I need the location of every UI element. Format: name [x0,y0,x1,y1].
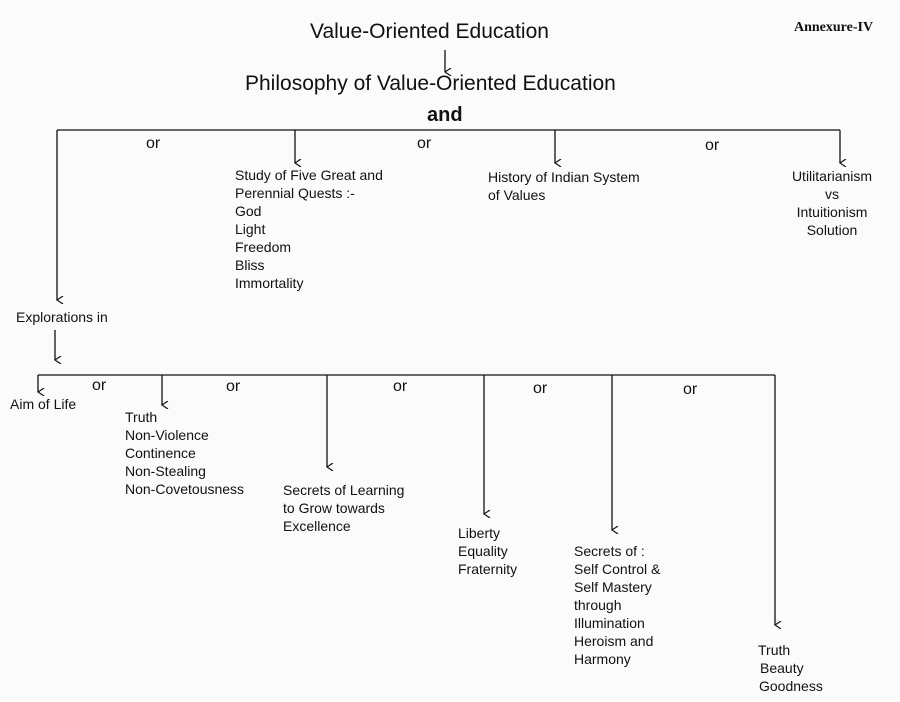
node-line: Freedom [235,239,292,255]
aim-of-life-node: Aim of Life [10,396,77,412]
node-line: Goodness [759,678,823,694]
or-label: or [533,380,548,397]
node-line: Heroism and [574,633,654,649]
node-line: Self Mastery [574,579,652,595]
node-line: Continence [125,445,196,461]
node-line: Excellence [283,518,351,534]
node-line: Harmony [574,651,631,667]
annexure-label: Annexure-IV [794,20,874,35]
or-label: or [146,135,161,152]
or-label: or [226,378,241,395]
or-label: or [393,378,408,395]
node-line: Bliss [235,257,265,273]
page-title: Value-Oriented Education [310,20,549,43]
vows-node [125,408,244,498]
node-line: of Values [488,187,546,203]
node-line: Fraternity [458,561,518,577]
node-line: Liberty [458,525,501,541]
node-line: Equality [458,543,508,559]
node-line: Non-Violence [125,427,209,443]
node-line: Perennial Quests :- [235,185,355,201]
node-line: Study of Five Great and [235,167,383,183]
or-label: or [417,135,432,152]
study-quests-node [235,166,383,292]
node-line: Self Control & [574,561,661,577]
or-label: or [92,377,107,394]
node-line: Secrets of : [574,543,645,559]
and-connector: and [427,104,463,126]
self-mastery-node [574,542,660,668]
node-line: Secrets of Learning [283,482,405,498]
node-line: through [574,597,622,613]
explorations-node: Explorations in [16,309,108,325]
page-subtitle: Philosophy of Value-Oriented Education [245,72,616,95]
node-line: vs [825,186,839,202]
node-line: Truth [125,409,158,425]
node-line: Beauty [760,660,804,676]
history-node [488,168,640,204]
learning-node [283,481,404,535]
node-line: Illumination [574,615,645,631]
or-label: or [683,381,698,398]
node-line: Immortality [235,275,304,291]
truth-beauty-node [758,641,823,695]
liberty-node [458,524,517,578]
node-line: Intuitionism [796,204,868,220]
node-line: Non-Stealing [125,463,206,479]
node-line: History of Indian System [488,169,640,185]
node-line: Non-Covetousness [125,481,245,497]
node-line: Light [235,221,266,237]
node-line: God [235,203,262,219]
utilitarianism-node [786,167,878,239]
or-label: or [705,137,720,154]
node-line: Solution [806,222,858,238]
node-line: Utilitarianism [791,168,873,184]
node-line: Truth [758,642,791,658]
node-line: to Grow towards [283,500,385,516]
